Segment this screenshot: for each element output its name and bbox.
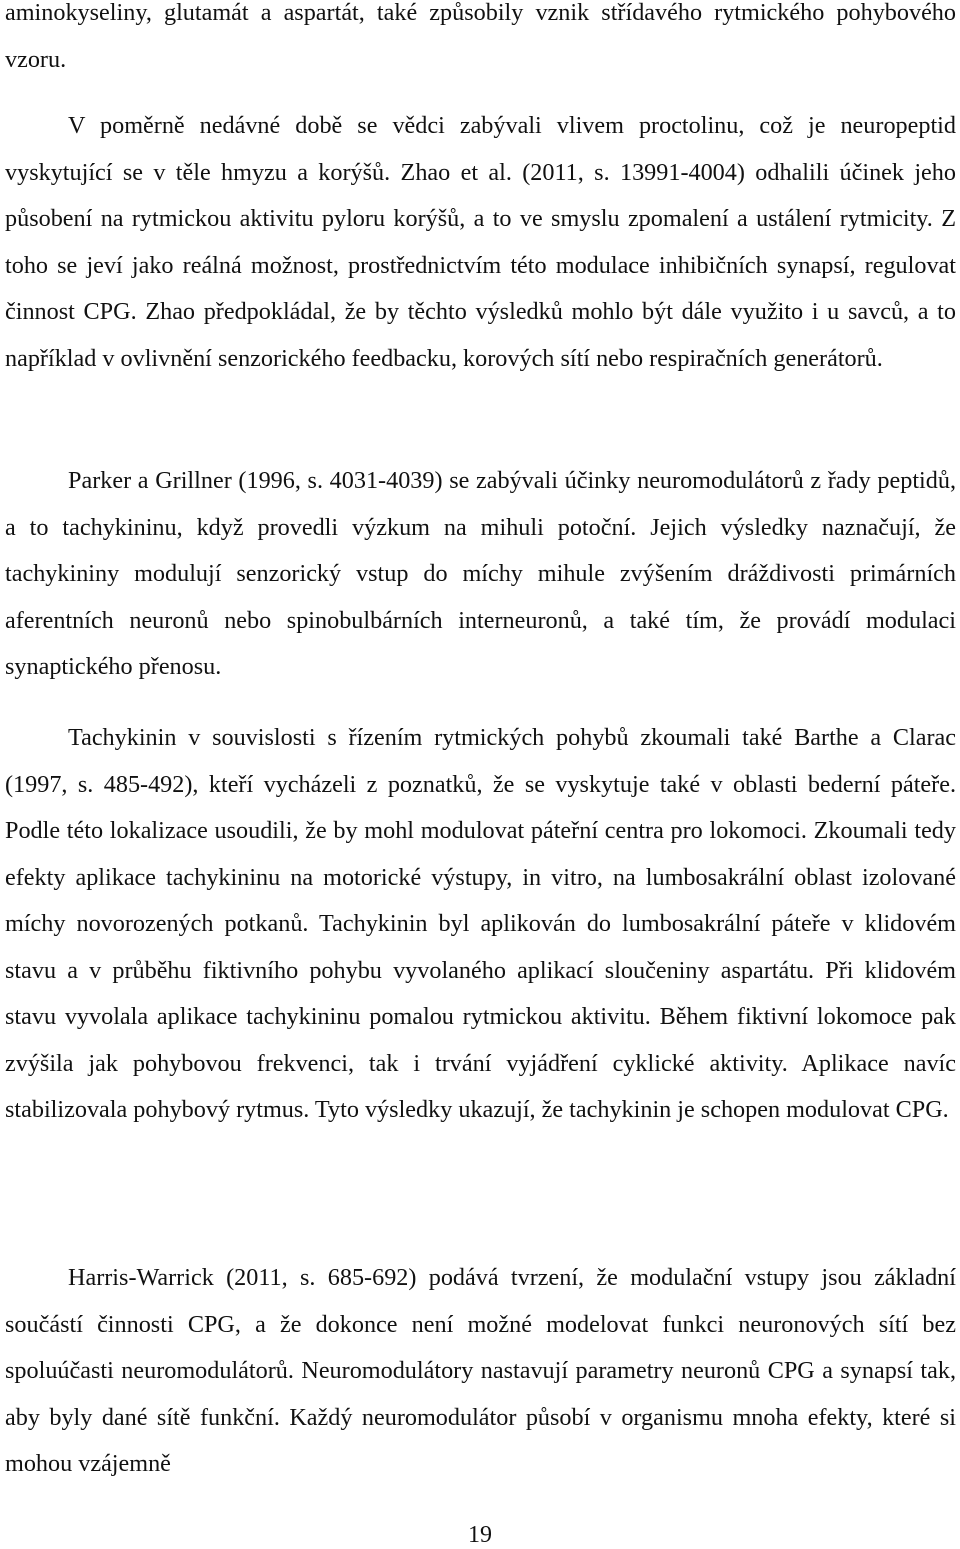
paragraph-4: Tachykinin v souvislosti s řízením rytmických pohybů zkoumali také Barthe a Clarac (1997, s. 485-492), kteří vycházeli z poznatků, že se vyskytuje také v oblasti bederní páteře. Podle této lokalizace usoudili, že by mohl modulovat páteřní centra pro lokomoci. Zkoumali tedy efekty aplikace tachykininu na motorické výstupy, in vitro, na lumbosakrální oblast izolované míchy novorozených potkanů. Tachykinin byl aplikován do lumbosakrální páteře v klidovém stavu a v průběhu fiktivního pohybu vyvolaného aplikací sloučeniny aspartátu. Při klidovém stavu vyvolala aplikace tachykininu pomalou rytmickou aktivitu. Během fiktivní lokomoce pak zvýšila jak pohybovou frekvenci, tak i trvání vyjádření cyklické aktivity. Aplikace navíc stabilizovala pohybový rytmus. Tyto výsledky ukazují, že tachykinin je schopen modulovat CPG. [5,724,956,1123]
paragraph-3: Parker a Grillner (1996, s. 4031-4039) se zabývali účinky neuromodulátorů z řady peptidů, a to tachykininu, když provedli výzkum na mihuli potoční. Jejich výsledky naznačují, že tachykininy modulují senzorický vstup do míchy mihule zvýšením dráždivosti primárních aferentních neuronů nebo spinobulbárních interneuronů, a také tím, že provádí modulaci synaptického přenosu. [5,467,956,680]
paragraph-5: Harris-Warrick (2011, s. 685-692) podává tvrzení, že modulační vstupy jsou základní součástí činnosti CPG, a že dokonce není možné modelovat funkci neuronových sítí bez spoluúčasti neuromodulátorů. Neuromodulátory nastavují parametry neuronů CPG a synapsí tak, aby byly dané sítě funkční. Každý neuromodulátor působí v organismu mnoha efekty, které si mohou vzájemně [5,1264,956,1477]
paragraph-2: V poměrně nedávné době se vědci zabývali vlivem proctolinu, což je neuropeptid vyskytující se v těle hmyzu a korýšů. Zhao et al. (2011, s. 13991-4004) odhalili účinek jeho působení na rytmickou aktivitu pyloru korýšů, a to ve smyslu zpomalení a ustálení rytmicity. Z toho se jeví jako reálná možnost, prostřednictvím této modulace inhibičních synapsí, regulovat činnost CPG. Zhao předpokládal, že by těchto výsledků mohlo být dále využito i u savců, a to například v ovlivnění senzorického feedbacku, korových sítí nebo respiračních generátorů. [5,112,956,372]
page-number: 19 [468,1522,492,1548]
paragraph-1: aminokyseliny, glutamát a aspartát, také způsobily vznik střídavého rytmického pohybového vzoru. [5,0,956,73]
